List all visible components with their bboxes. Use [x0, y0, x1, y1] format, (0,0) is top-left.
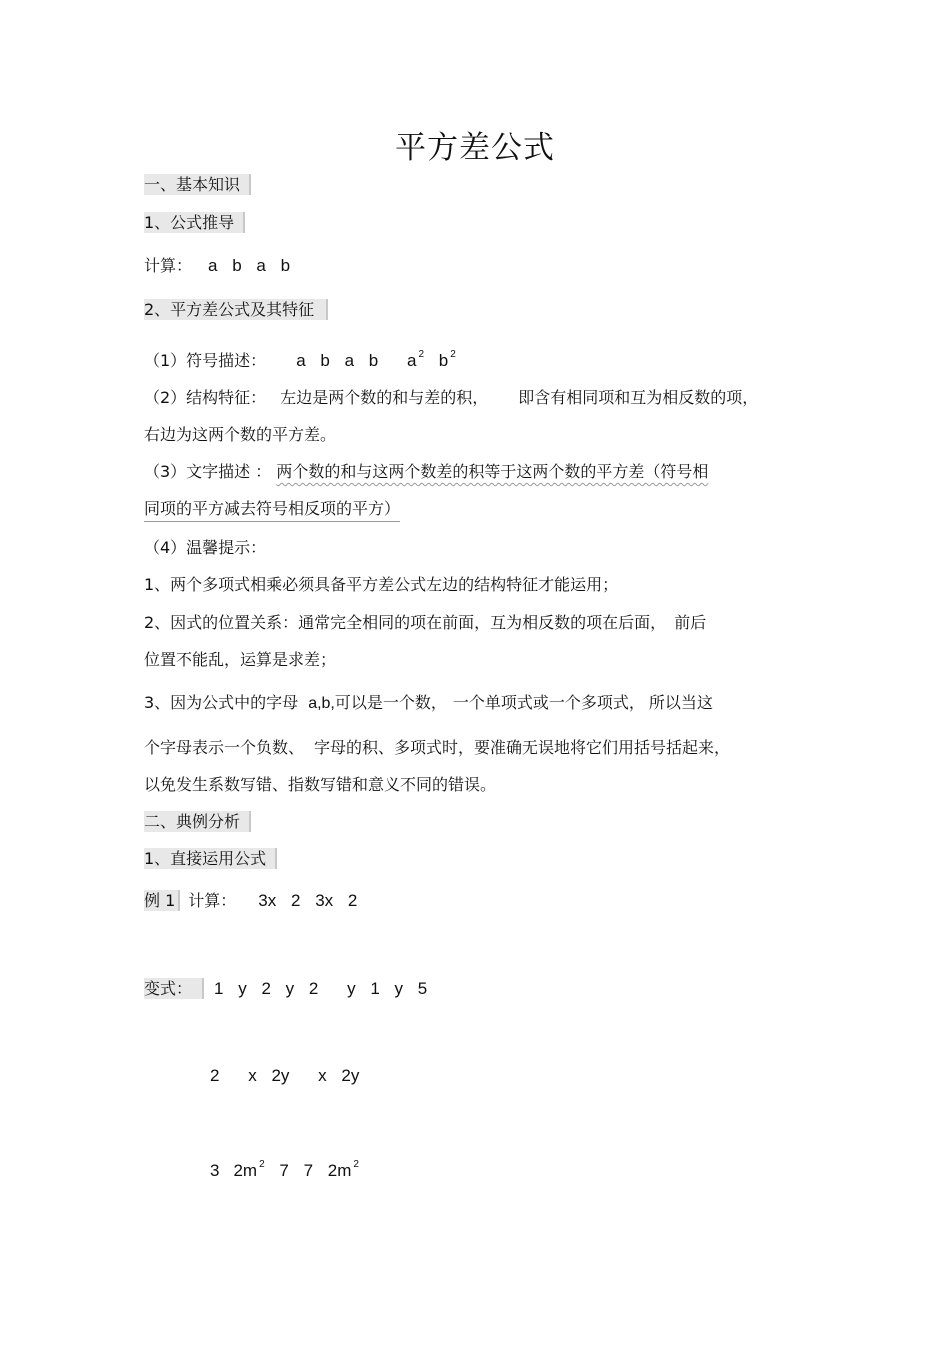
variant-label: 变式： — [144, 978, 204, 999]
calc-line — [144, 255, 290, 277]
structure-feature: （2）结构特征： 左边是两个数的和与差的积， 即含有相同项和互为相反数的项， — [144, 388, 759, 407]
text-description-cont: 同项的平方减去符号相反项的平方） — [144, 498, 400, 520]
variant-1-formula: 1 y 2 y 2 y 1 y 5 — [214, 979, 428, 998]
variant-2-formula: 2 x 2y x 2y — [210, 1066, 360, 1085]
symbol-description: （1）符号描述： a b a b a $^2$ b $^2$ — [144, 349, 456, 370]
subheading-formula-features: 2、平方差公式及其特征 — [144, 299, 328, 321]
tip-3-cont: 个字母表示一个负数、 字母的积、多项式时，要准确无误地将它们用括号括起来， — [144, 738, 731, 757]
section-heading-examples: 二、典例分析 — [144, 811, 251, 833]
text-description: （3）文字描述 ： 两个数的和与这两个数差的积等于这两个数的平方差（符号相 — [144, 462, 709, 481]
tip-1: 1、两个多项式相乘必须具备平方差公式左边的结构特征才能运用； — [144, 575, 619, 594]
page-title: 平方差公式 — [395, 130, 555, 166]
tip-3: 3、因为公式中的字母 a,b,可以是一个数， 一个单项式或一个多项式， 所以当这 — [144, 693, 713, 712]
variant-2 — [210, 1065, 359, 1087]
calc-label: 计算： — [144, 256, 193, 275]
tips-heading: （4）温馨提示： — [144, 538, 267, 557]
example-1: 例 1 计算： 3x 2 3x 2 — [144, 891, 358, 910]
tip-2-cont: 位置不能乱，运算是求差； — [144, 650, 337, 669]
tip-2: 2、因式的位置关系：通常完全相同的项在前面，互为相反数的项在后面， 前后 — [144, 613, 707, 632]
variant-1 — [144, 978, 427, 1000]
tip-3-cont-2: 以免发生系数写错、指数写错和意义不同的错误。 — [144, 775, 497, 794]
variant-3 — [210, 1154, 359, 1182]
example-1-formula: 3x 2 3x 2 — [258, 891, 358, 910]
subheading-direct-use: 1、直接运用公式 — [144, 848, 277, 870]
section-heading-basic: 一、基本知识 — [144, 174, 251, 196]
calc-formula: a b a b — [208, 256, 291, 275]
example-label: 例 1 — [144, 890, 180, 911]
variant-3-formula: 3 2m $^2$ 7 7 2m $^2$ — [210, 1159, 359, 1180]
symbol-formula: a b a b a $^2$ b $^2$ — [296, 349, 456, 370]
structure-feature-cont: 右边为这两个数的平方差。 — [144, 425, 337, 444]
subheading-derivation: 1、公式推导 — [144, 212, 245, 234]
